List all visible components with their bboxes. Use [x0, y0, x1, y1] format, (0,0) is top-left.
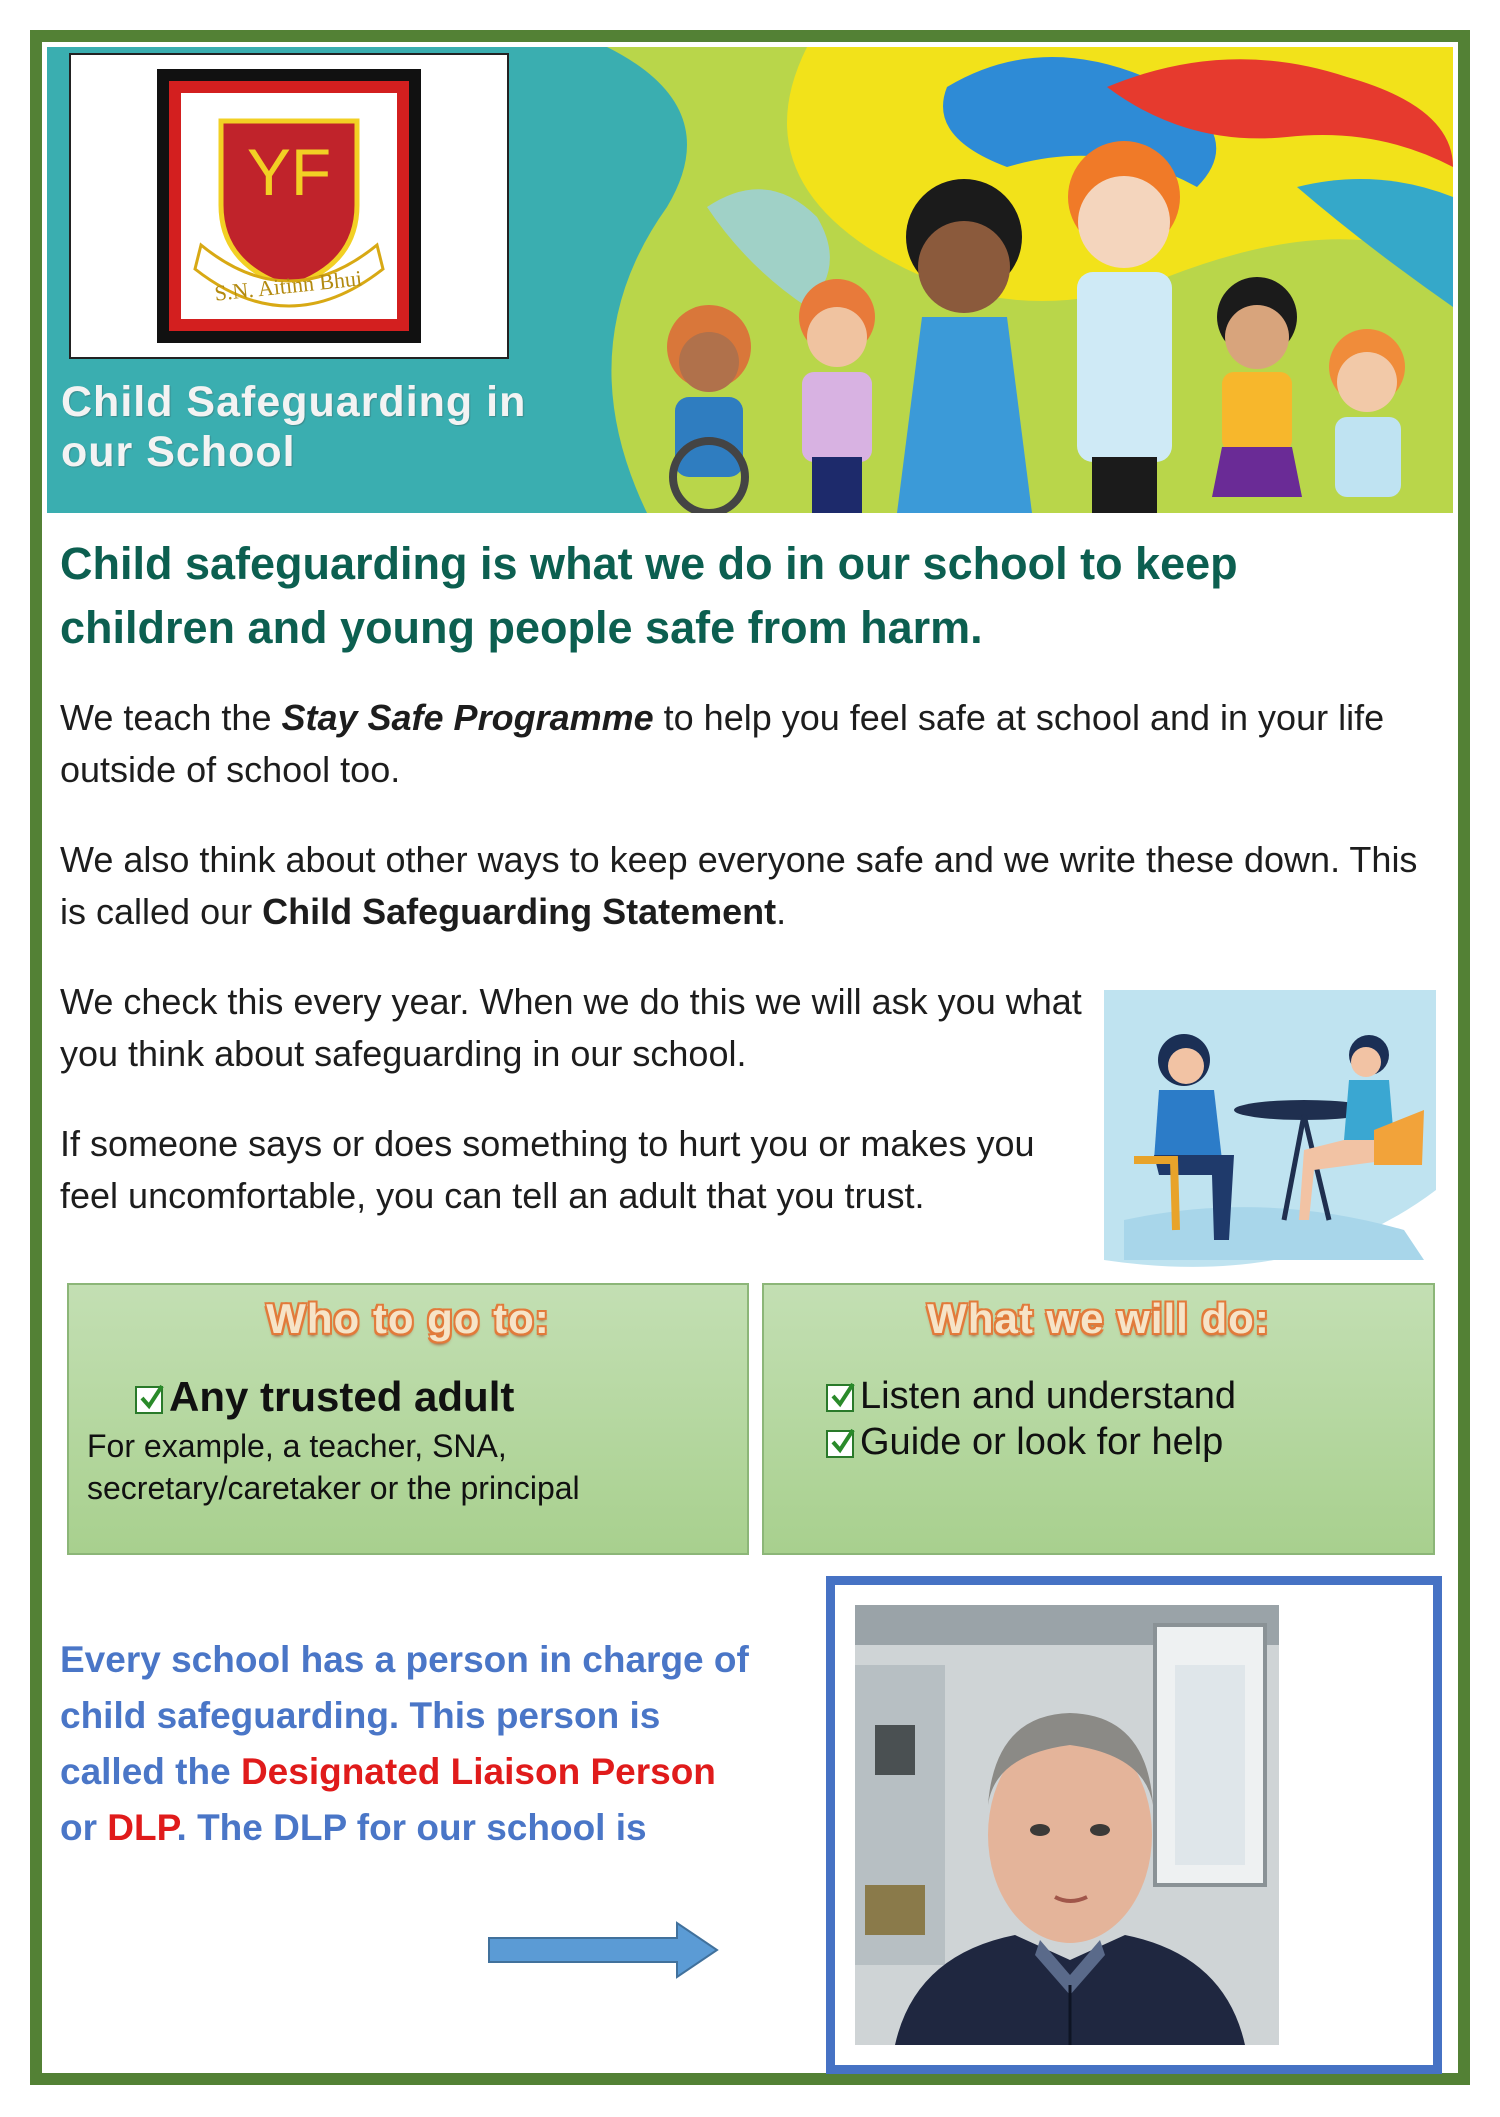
counselling-illustration — [1104, 990, 1436, 1270]
paragraph-tell-adult: If someone says or does something to hurt you or makes you feel uncomfortable, you can tell an adult that you trust. — [60, 1123, 1035, 1216]
logo-motto: S.N. Aitinn Bhui — [213, 265, 364, 306]
trusted-adult-description: For example, a teacher, SNA, secretary/caretaker or the principal — [87, 1428, 580, 1506]
paragraph-statement: We also think about other ways to keep everyone safe and we write these down. This is called our Child Safeguarding Statement. — [60, 839, 1418, 932]
list-item: Guide or look for help — [826, 1419, 1236, 1465]
trusted-adult-item — [135, 1373, 514, 1421]
what-panel-title: What we will do: — [927, 1295, 1270, 1342]
paragraph-stay-safe: We teach the Stay Safe Programme to help you feel safe at school and in your life outside of school too. — [60, 697, 1385, 790]
dlp-photo — [855, 1605, 1279, 2045]
dlp-paragraph: Every school has a person in charge of child safeguarding. This person is called the Designated Liaison Person or DLP. The DLP for our school is — [60, 1639, 749, 1848]
list-item: Listen and understand — [826, 1373, 1236, 1419]
dlp-full-name: Designated Liaison Person — [240, 1751, 716, 1792]
stay-safe-emphasis: Stay Safe Programme — [281, 697, 654, 738]
checkbox-checked-icon — [826, 1384, 854, 1412]
paragraph-check: We check this every year. When we do this we will ask you what you think about safeguarding in our school. — [60, 981, 1082, 1074]
who-to-go-panel — [67, 1283, 749, 1555]
arrow-right-icon — [487, 1920, 721, 1980]
header-banner — [47, 47, 1453, 513]
banner-title-line1: Child Safeguarding in — [61, 378, 527, 426]
checkbox-checked-icon — [826, 1430, 854, 1458]
school-logo — [69, 53, 509, 359]
headline: Child safeguarding is what we do in our school to keep children and young people safe from harm. — [60, 538, 1238, 653]
banner-title — [61, 377, 526, 477]
what-we-do-panel — [762, 1283, 1435, 1555]
trusted-adult-label: Any trusted adult — [169, 1373, 515, 1420]
dlp-acronym: DLP — [107, 1807, 177, 1848]
checkbox-checked-icon — [135, 1386, 163, 1414]
statement-bold: Child Safeguarding Statement — [262, 891, 777, 932]
who-panel-title: Who to go to: — [266, 1295, 550, 1342]
what-we-do-list — [826, 1373, 1236, 1465]
dlp-photo-frame — [826, 1576, 1442, 2074]
banner-title-line2: our School — [61, 428, 296, 476]
logo-initials: YF — [246, 135, 332, 209]
